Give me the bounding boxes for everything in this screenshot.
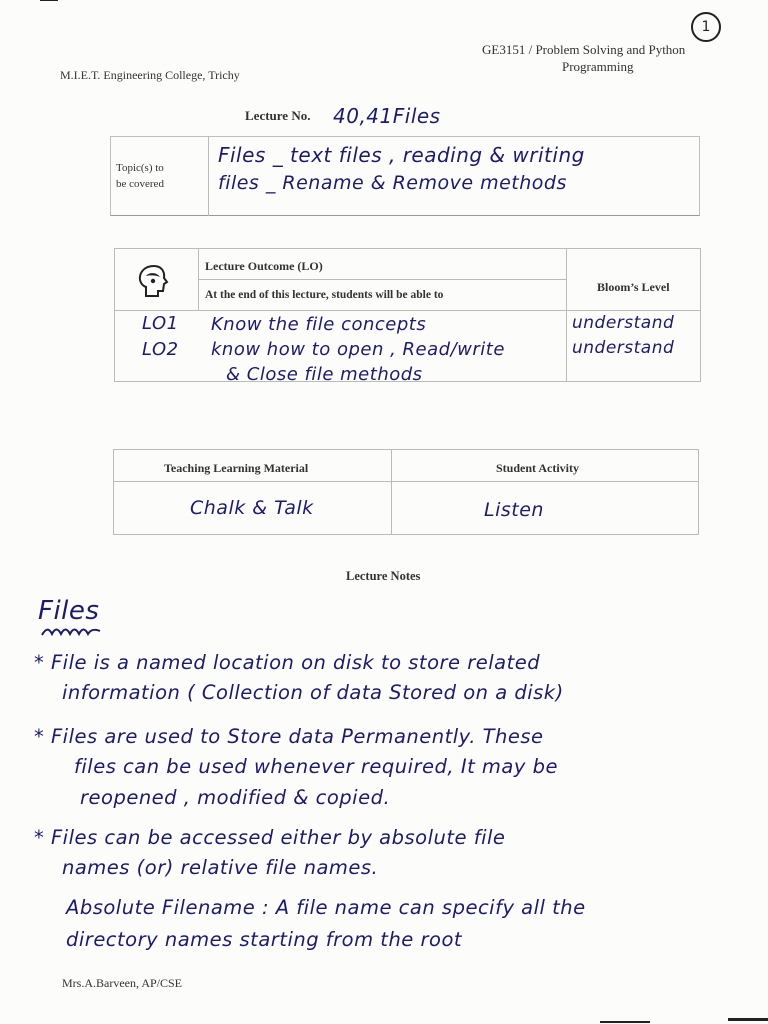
tl-divider-horizontal: [113, 481, 699, 482]
note-line: * File is a named location on disk to store related: [34, 651, 541, 674]
topics-label-line1: Topic(s) to: [116, 162, 164, 174]
head-thinking-icon: [134, 262, 174, 302]
note-line: Absolute Filename : A file name can specify all the: [66, 896, 586, 919]
topics-divider: [208, 136, 209, 216]
topics-text-line2: files _ Rename & Remove methods: [218, 172, 567, 194]
note-line: names (or) relative file names.: [62, 856, 379, 879]
scan-edge-mark: [40, 0, 58, 1]
lo-text: Know the file concepts: [211, 314, 427, 335]
topics-label-line2: be covered: [116, 178, 164, 190]
lo-divider-head: [114, 310, 700, 311]
lo-divider-bloom: [566, 248, 567, 382]
lo-subheader: At the end of this lecture, students will be able to: [205, 289, 444, 301]
lo-code: LO1: [142, 313, 179, 334]
student-activity-header: Student Activity: [496, 461, 580, 475]
lo-text: know how to open , Read/write: [211, 339, 505, 360]
note-line: reopened , modified & copied.: [80, 786, 391, 809]
college-name: M.I.E.T. Engineering College, Trichy: [60, 68, 240, 82]
blooms-level-header: Bloom’s Level: [597, 280, 670, 294]
underline-squiggle: [40, 626, 102, 638]
note-line: directory names starting from the root: [66, 928, 463, 951]
lecture-number-label: Lecture No.: [245, 108, 311, 123]
lo-header: Lecture Outcome (LO): [205, 259, 323, 273]
teaching-material-header: Teaching Learning Material: [164, 461, 309, 475]
course-title: GE3151 / Problem Solving and Python: [482, 42, 686, 57]
lo-text: & Close file methods: [226, 364, 423, 385]
page-number: 1: [691, 12, 721, 42]
topics-text-line1: Files _ text files , reading & writing: [218, 143, 585, 167]
course-title-cont: Programming: [562, 59, 634, 74]
scan-edge-mark: [728, 1018, 768, 1021]
teaching-material-value: Chalk & Talk: [190, 497, 314, 519]
lecture-number-value: 40,41Files: [333, 104, 441, 128]
lo-level: understand: [572, 313, 675, 333]
note-line: information ( Collection of data Stored on a disk): [62, 681, 564, 704]
notes-heading: Files: [38, 596, 100, 626]
lo-code: LO2: [142, 339, 179, 360]
tl-divider-vertical: [391, 449, 392, 535]
note-line: * Files can be accessed either by absolute file: [34, 826, 506, 849]
student-activity-value: Listen: [484, 499, 544, 521]
lo-divider-sub: [198, 279, 566, 280]
topics-label: [116, 160, 164, 192]
footer-author: Mrs.A.Barveen, AP/CSE: [62, 976, 182, 990]
scan-edge-mark: [600, 1021, 650, 1023]
lo-level: understand: [572, 338, 675, 358]
note-line: * Files are used to Store data Permanently. These: [34, 725, 544, 748]
lecture-notes-title: Lecture Notes: [346, 569, 421, 583]
note-line: files can be used whenever required, It may be: [74, 755, 558, 778]
